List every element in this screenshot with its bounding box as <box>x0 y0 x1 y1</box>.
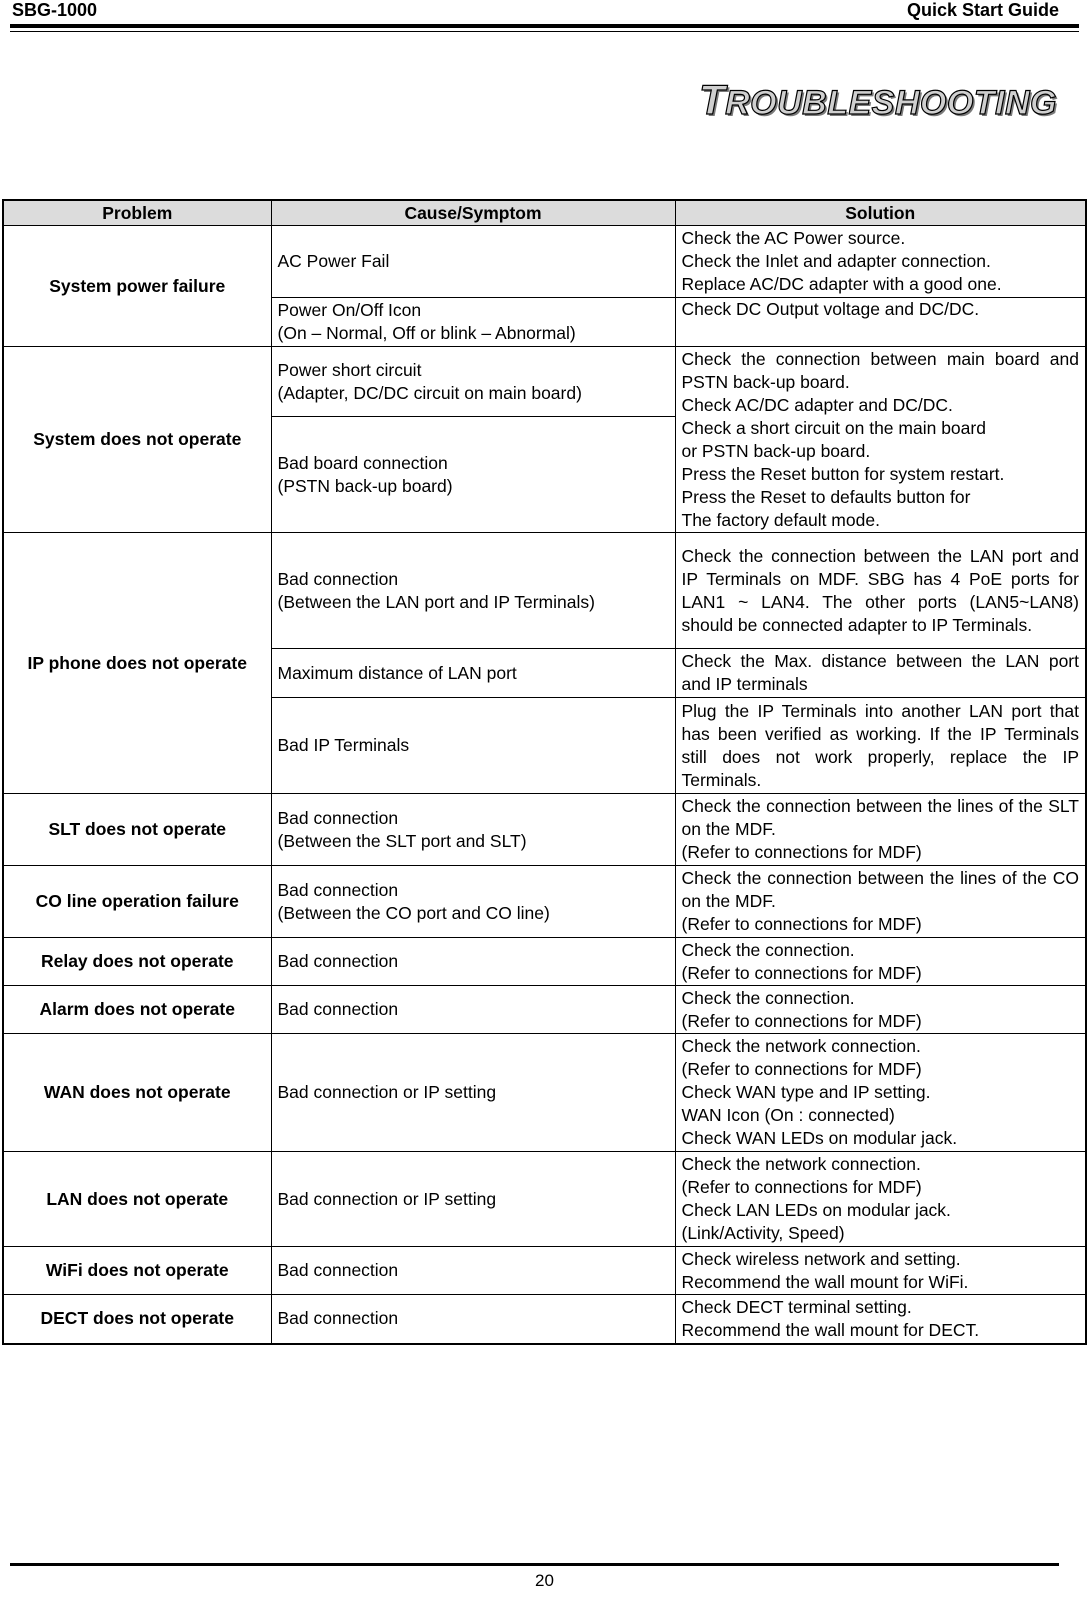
cause-cell: Bad connection <box>271 1247 675 1295</box>
cause-cell: Bad connection or IP setting <box>271 1034 675 1152</box>
header-product-name: SBG-1000 <box>12 0 98 20</box>
column-header-solution: Solution <box>675 200 1086 226</box>
table-row <box>3 533 1086 649</box>
page-number: 20 <box>535 1571 554 1590</box>
solution-cell <box>675 938 1086 986</box>
solution-cell: Check the Max. distance between the LAN port and IP terminals <box>675 649 1086 698</box>
table-row <box>3 794 1086 866</box>
problem-cell: System power failure <box>3 226 271 347</box>
solution-line: Check LAN LEDs on modular jack. <box>681 1200 951 1220</box>
troubleshooting-table <box>2 199 1087 1345</box>
cause-cell <box>271 794 675 866</box>
table-row <box>3 986 1086 1034</box>
problem-cell: CO line operation failure <box>3 866 271 938</box>
solution-cell <box>675 1295 1086 1344</box>
header-rule-thick <box>10 24 1079 28</box>
problem-cell: WiFi does not operate <box>3 1247 271 1295</box>
cause-line: (On – Normal, Off or blink – Abnormal) <box>277 323 576 343</box>
solution-line: Check DC Output voltage and DC/DC. <box>681 299 980 319</box>
solution-line: (Refer to connections for MDF) <box>681 962 922 983</box>
solution-cell <box>675 1247 1086 1295</box>
cause-cell <box>271 417 675 533</box>
solution-line: Press the Reset button for system restart. <box>681 463 1005 484</box>
problem-cell: IP phone does not operate <box>3 533 271 794</box>
column-header-cause: Cause/Symptom <box>271 200 675 226</box>
header-doc-title: Quick Start Guide <box>906 0 1059 20</box>
cause-cell: Bad connection <box>271 938 675 986</box>
solution-line: Check AC/DC adapter and DC/DC. <box>681 394 953 415</box>
table-row <box>3 1247 1086 1295</box>
solution-line: (Refer to connections for MDF) <box>681 1177 922 1197</box>
page-title-rest: ROUBLESHOOTING <box>725 84 1057 122</box>
page-title-initial: T <box>698 76 726 123</box>
solution-line: The factory default mode. <box>681 509 880 530</box>
cause-line: (Adapter, DC/DC circuit on main board) <box>277 382 582 403</box>
table-row <box>3 1295 1086 1344</box>
solution-line: (Refer to connections for MDF) <box>681 914 922 934</box>
cause-cell <box>271 226 675 298</box>
table-row <box>3 347 1086 417</box>
problem-cell: DECT does not operate <box>3 1295 271 1344</box>
cause-line: Bad connection <box>277 568 399 589</box>
problem-cell: SLT does not operate <box>3 794 271 866</box>
cause-line: AC Power Fail <box>277 251 390 271</box>
solution-line: Recommend the wall mount for WiFi. <box>681 1271 969 1292</box>
solution-line: Check WAN LEDs on modular jack. <box>681 1128 958 1148</box>
table-header-row <box>3 200 1086 226</box>
cause-cell: Bad connection or IP setting <box>271 1152 675 1247</box>
solution-cell <box>675 986 1086 1034</box>
cause-line: (Between the SLT port and SLT) <box>277 830 527 851</box>
solution-line: Check the connection between the lines of the CO on the MDF. <box>681 868 1079 911</box>
solution-line: Check the network connection. <box>681 1154 921 1174</box>
solution-line: Press the Reset to defaults button for <box>681 486 971 507</box>
solution-line: Check the AC Power source. <box>681 228 906 248</box>
page-title <box>699 76 1057 124</box>
cause-cell: Bad IP Terminals <box>271 698 675 794</box>
solution-cell <box>675 347 1086 533</box>
solution-line: Check the connection between the lines of the SLT on the MDF. <box>681 796 1079 839</box>
solution-line: Check DECT terminal setting. <box>681 1296 912 1317</box>
solution-line: Check the connection. <box>681 987 855 1008</box>
header-rule-thin <box>10 31 1079 32</box>
solution-line: (Link/Activity, Speed) <box>681 1223 845 1243</box>
table-row <box>3 866 1086 938</box>
solution-cell <box>675 226 1086 298</box>
solution-line: WAN Icon (On : connected) <box>681 1105 895 1125</box>
solution-line: Replace AC/DC adapter with a good one. <box>681 274 1002 294</box>
solution-cell: Check the connection between the LAN port and IP Terminals on MDF. SBG has 4 PoE ports for LAN1 ~ LAN4. The other ports (LAN5~LAN8) should be connected adapter to IP Terminals. <box>675 533 1086 649</box>
table-row <box>3 226 1086 298</box>
solution-line: (Refer to connections for MDF) <box>681 842 922 862</box>
cause-line: Bad connection <box>277 879 399 900</box>
solution-line: or PSTN back-up board. <box>681 440 871 461</box>
solution-cell <box>675 866 1086 938</box>
solution-line: (Refer to connections for MDF) <box>681 1010 922 1031</box>
solution-line: Check the connection between main board and PSTN back-up board. <box>681 348 1079 392</box>
cause-line: (Between the LAN port and IP Terminals) <box>277 591 595 612</box>
cause-cell <box>271 298 675 347</box>
cause-cell: Bad connection <box>271 1295 675 1344</box>
table-row <box>3 938 1086 986</box>
cause-cell <box>271 347 675 417</box>
solution-line: Check wireless network and setting. <box>681 1248 961 1269</box>
solution-line: (Refer to connections for MDF) <box>681 1059 922 1079</box>
cause-line: Bad board connection <box>277 452 448 473</box>
problem-cell: LAN does not operate <box>3 1152 271 1247</box>
solution-cell: Plug the IP Terminals into another LAN port that has been verified as working. If the IP Terminals still does not work properly, replace the IP Terminals. <box>675 698 1086 794</box>
problem-cell: WAN does not operate <box>3 1034 271 1152</box>
footer-rule <box>10 1563 1059 1566</box>
problem-cell: System does not operate <box>3 347 271 533</box>
solution-line: Check WAN type and IP setting. <box>681 1082 931 1102</box>
cause-cell: Maximum distance of LAN port <box>271 649 675 698</box>
cause-cell <box>271 866 675 938</box>
solution-line: Check a short circuit on the main board <box>681 417 986 438</box>
cause-line: Power On/Off Icon <box>277 300 422 320</box>
solution-line: Check the network connection. <box>681 1036 921 1056</box>
cause-cell: Bad connection <box>271 986 675 1034</box>
cause-line: Bad connection <box>277 807 399 828</box>
cause-line: (PSTN back-up board) <box>277 475 453 496</box>
table-row <box>3 1152 1086 1247</box>
solution-line: Recommend the wall mount for DECT. <box>681 1319 980 1340</box>
cause-cell <box>271 533 675 649</box>
solution-cell <box>675 298 1086 347</box>
solution-cell <box>675 794 1086 866</box>
problem-cell: Alarm does not operate <box>3 986 271 1034</box>
solution-line: Check the Inlet and adapter connection. <box>681 251 991 271</box>
column-header-problem: Problem <box>3 200 271 226</box>
solution-line: Check the connection. <box>681 939 855 960</box>
solution-cell <box>675 1152 1086 1247</box>
cause-line: Power short circuit <box>277 359 422 380</box>
cause-line: (Between the CO port and CO line) <box>277 902 550 923</box>
problem-cell: Relay does not operate <box>3 938 271 986</box>
table-row <box>3 1034 1086 1152</box>
solution-cell <box>675 1034 1086 1152</box>
